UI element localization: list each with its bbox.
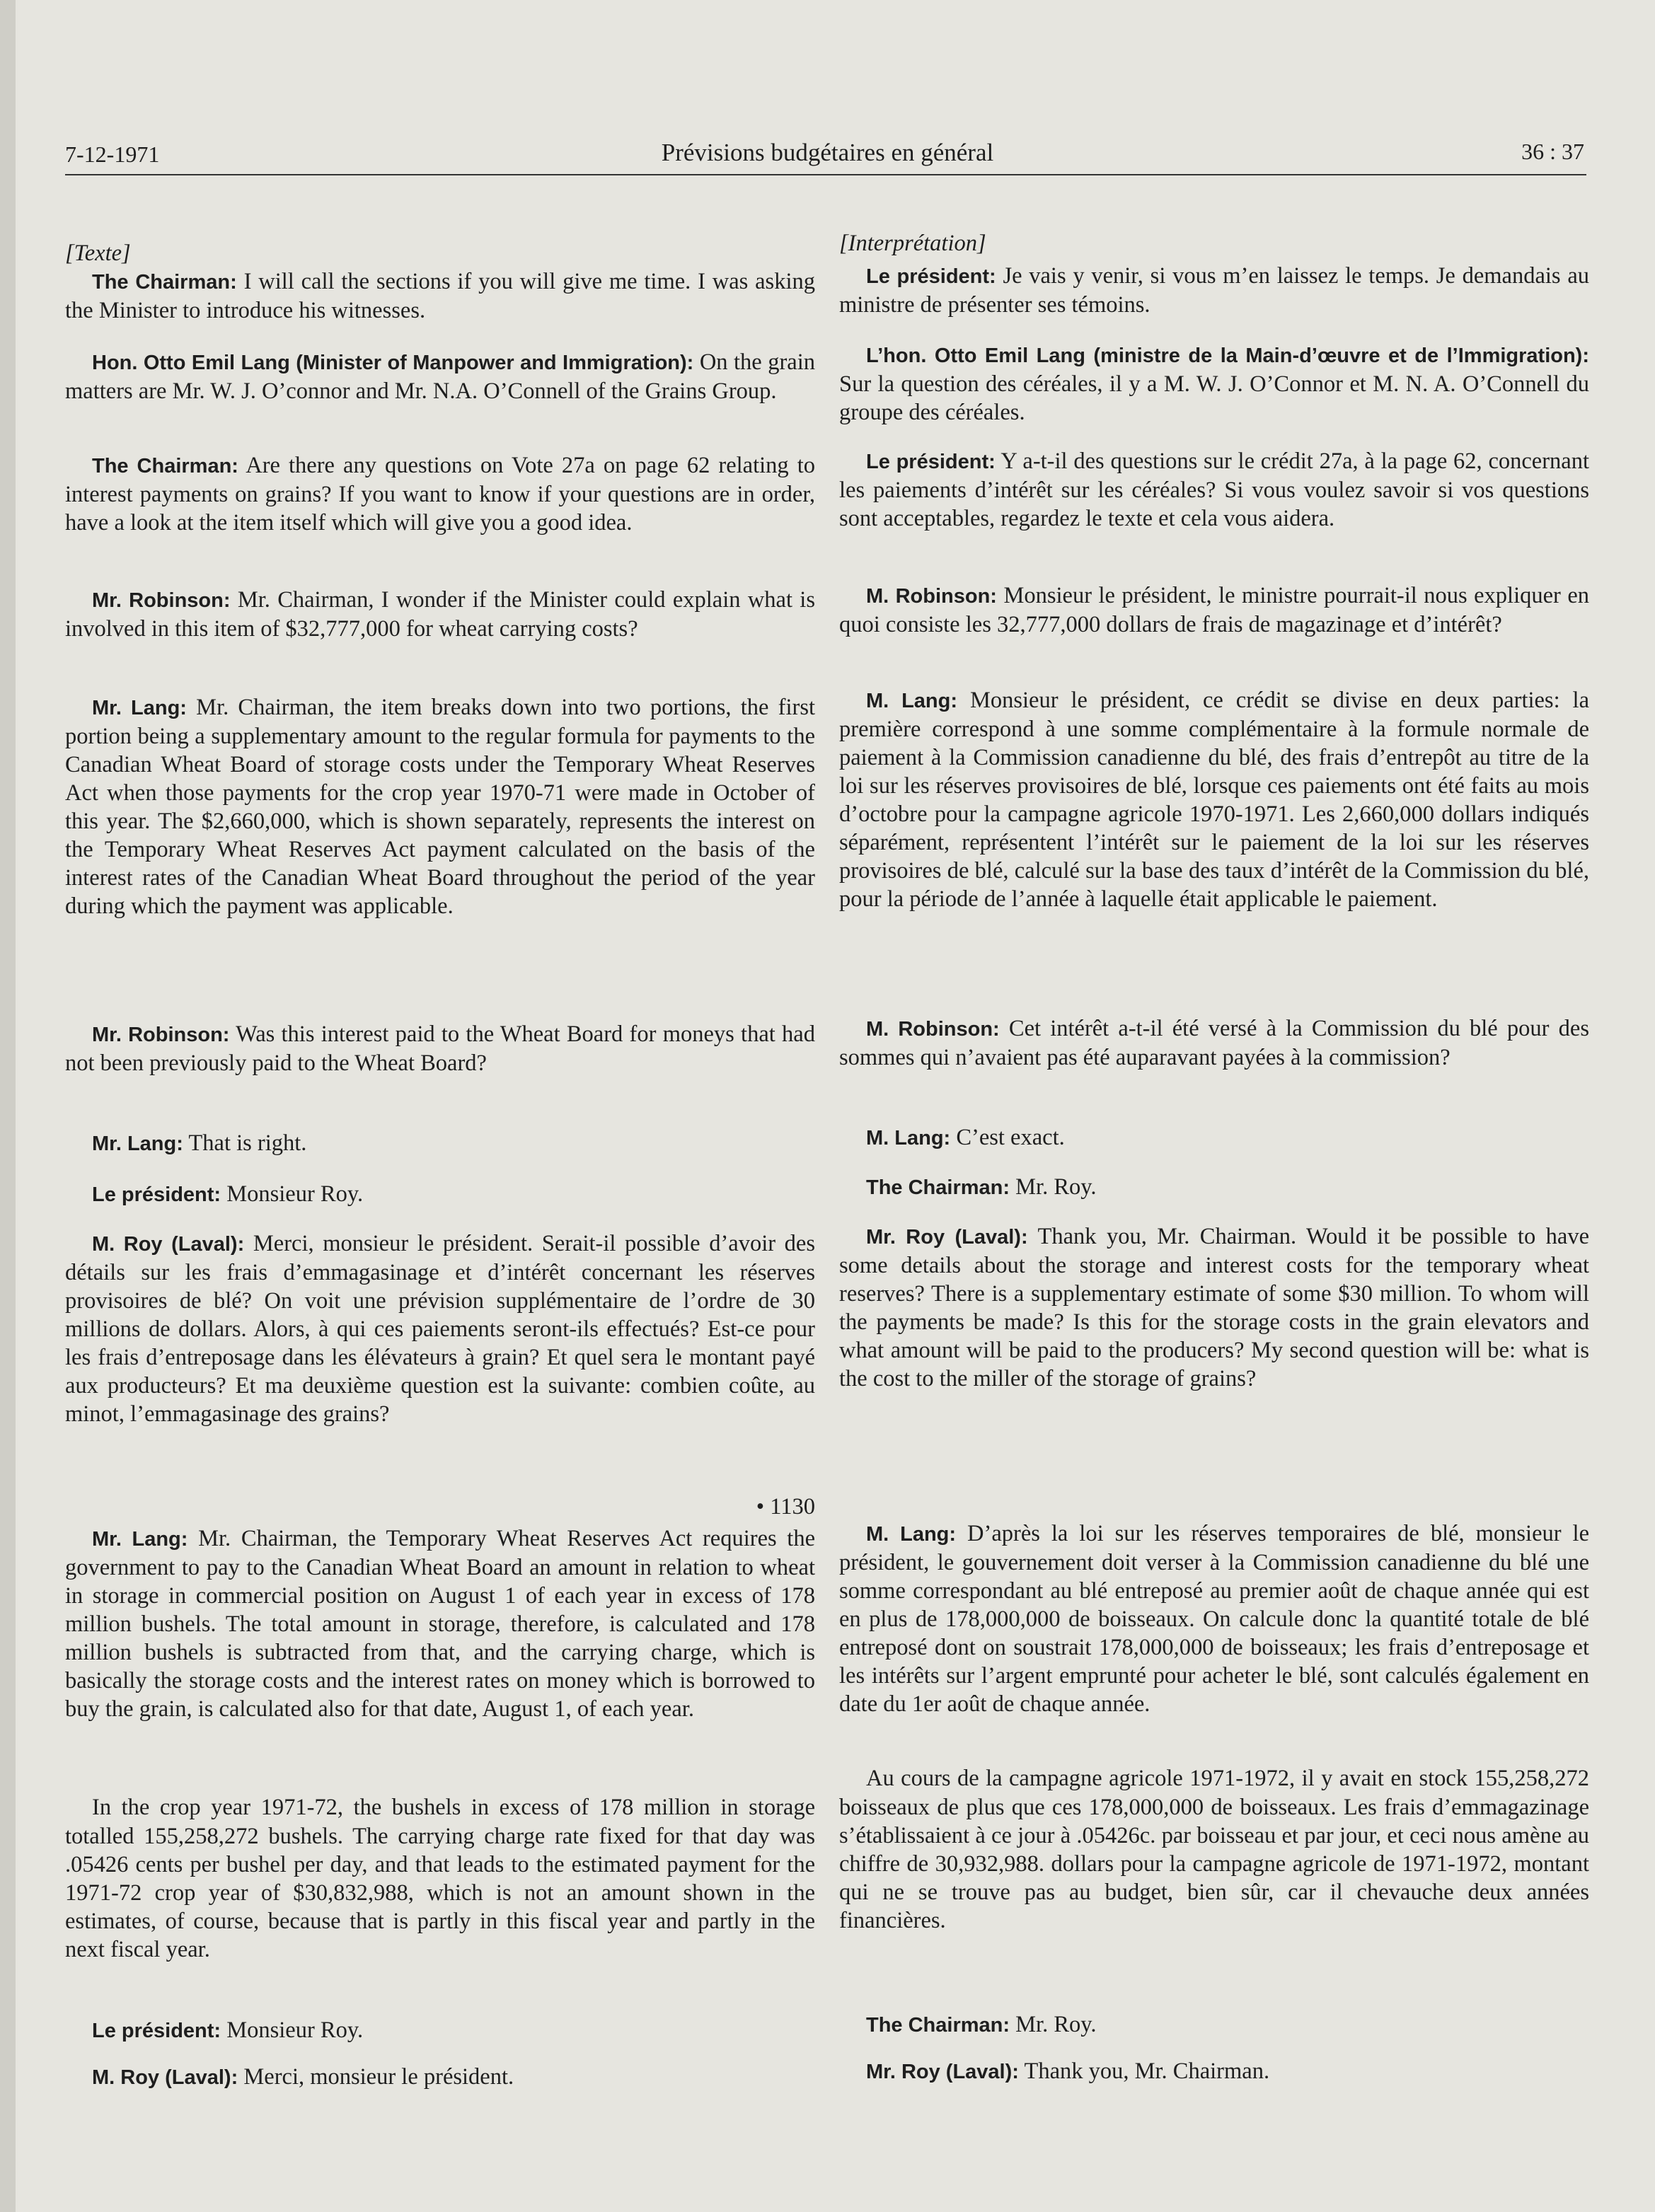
transcript-paragraph — [65, 1129, 815, 1158]
paragraph-text: Are there any questions on Vote 27a on page 62 relating to interest payments on grains? If you want to know if your questions are in order, have a look at the item itself which will give you a good idea. — [65, 453, 816, 535]
scan-edge — [0, 0, 16, 2212]
transcript-paragraph — [65, 1020, 815, 1077]
speaker-name: Mr. Lang: — [92, 697, 187, 719]
header-date: 7-12-1971 — [65, 141, 160, 167]
speaker-name: Mr. Lang: — [92, 1133, 183, 1155]
transcript-paragraph — [65, 1524, 815, 1723]
paragraph-text: Monsieur le président, ce crédit se divise en deux parties: la première correspond à une somme complémentaire à la formule normale de paiement à la Commission canadienne du blé, des frais d’entrepôt au titre de la loi sur les réserves provisoires de blé, lorsque ces paiements ont été faits au mois d’octobre pour la campagne agricole 1970-1971. Les 2,660,000 dollars indiqués séparément, représentent l’intérêt sur le paiement de la loi sur les réserves provisoires de blé, calculé sur la base des taux d’intérêt de la Commission du blé, pour la période de l’année à laquelle était applicable le paiement. — [839, 688, 1589, 912]
header-title: Prévisions budgétaires en général — [661, 139, 994, 166]
speaker-name: The Chairman: — [866, 1176, 1010, 1199]
speaker-name: Mr. Roy (Laval): — [866, 2061, 1019, 2083]
transcript-paragraph — [839, 2010, 1589, 2039]
language-marker: [Interprétation] — [839, 231, 986, 256]
speaker-name: M. Robinson: — [866, 585, 997, 608]
speaker-name: Mr. Roy (Laval): — [866, 1226, 1028, 1249]
paragraph-text: Cet intérêt a-t-il été versé à la Commission du blé pour des sommes qui n’avaient pas été auparavant payées à la commission? — [839, 1016, 1589, 1070]
paragraph-text: Thank you, Mr. Chairman. — [1018, 2058, 1270, 2084]
transcript-paragraph — [839, 1519, 1589, 1718]
transcript-paragraph — [65, 2016, 815, 2045]
transcript-paragraph — [839, 262, 1589, 319]
paragraph-text: Je vais y venir, si vous m’en laissez le temps. Je demandais au ministre de présenter ses témoins. — [839, 263, 1589, 318]
transcript-paragraph — [839, 341, 1589, 427]
paragraph-text: Merci, monsieur le président. — [238, 2064, 514, 2090]
transcript-paragraph — [839, 1222, 1589, 1393]
speaker-name: M. Roy (Laval): — [92, 2066, 238, 2089]
paragraph-text: Thank you, Mr. Chairman. Would it be possible to have some details about the storage and interest costs for the temporary wheat reserves? There is a supplementary estimate of some $30 million. To whom will the payments be made? Is this for the storage costs in the grain elevators and what amount will be paid to the producers? My second question will be: what is the cost to the miller of the storage of grains? — [839, 1224, 1590, 1391]
speaker-name: The Chairman: — [866, 2014, 1010, 2037]
header-rule — [65, 174, 1586, 175]
speaker-name: M. Lang: — [866, 690, 958, 712]
speaker-name: Hon. Otto Emil Lang (Minister of Manpower and Immigration): — [92, 352, 694, 374]
paragraph-text: Mr. Chairman, the item breaks down into two portions, the first portion being a supplementary amount to the regular formula for payments to the Canadian Wheat Board of storage costs under the Temporary Wheat Reserves Act when those payments for the crop year 1970-71 were made in October of this year. The $2,660,000, which is shown separately, represents the interest on the Temporary Wheat Reserves Act payment calculated on the basis of the interest rates of the Canadian Wheat Board throughout the period of the year during which the payment was applicable. — [65, 695, 815, 919]
speaker-name: M. Lang: — [866, 1127, 951, 1150]
speaker-name: Mr. Robinson: — [92, 1024, 230, 1046]
transcript-paragraph — [839, 447, 1589, 533]
transcript-paragraph — [839, 1123, 1589, 1152]
paragraph-text: D’après la loi sur les réserves temporaires de blé, monsieur le président, le gouvernement doit verser à la Commission canadienne du blé une somme correspondant au blé entreposé au premier août de chaque année qui est en plus de 178,000,000 de boisseaux. On calcule donc la quantité totale de blé entreposé dont on soustrait 178,000,000 de boisseaux; les frais d’entreposage et les intérêts sur l’argent emprunté pour acheter le blé, sont calculés également en date du 1er août de chaque année. — [839, 1521, 1589, 1717]
transcript-paragraph — [65, 1180, 815, 1209]
speaker-name: Le président: — [92, 2020, 221, 2042]
paragraph-text: That is right. — [183, 1130, 307, 1156]
paragraph-text: Sur la question des céréales, il y a M. W. J. O’Connor et M. N. A. O’Connell du groupe des céréales. — [839, 371, 1589, 425]
transcript-paragraph — [65, 1793, 815, 1964]
language-marker: [Texte] — [65, 241, 131, 266]
paragraph-text: Mr. Roy. — [1010, 2012, 1097, 2037]
speaker-name: The Chairman: — [92, 271, 237, 294]
transcript-paragraph — [65, 1229, 815, 1428]
speaker-name: L’hon. Otto Emil Lang (ministre de la Main-d’œuvre et de l’Immigration): — [866, 344, 1589, 367]
paragraph-text: Monsieur Roy. — [221, 1181, 364, 1207]
paragraph-text: Merci, monsieur le président. Serait-il possible d’avoir des détails sur les frais d’emmagasinage et d’intérêt concernant les réserves provisoires de blé? On voit une prévision supplémentaire de l’ordre de 30 millions de dollars. Alors, à qui ces paiements seront-ils effectués? Est-ce pour les frais d’entreposage dans les élévateurs à grain? Et quel sera le montant payé aux producteurs? Et ma deuxième question est la suivante: combien coûte, au minot, l’emmagasinage des grains? — [65, 1231, 816, 1427]
transcript-paragraph — [839, 686, 1589, 913]
paragraph-text: Monsieur Roy. — [221, 2017, 364, 2043]
speaker-name: M. Robinson: — [866, 1018, 1000, 1041]
paragraph-text: C’est exact. — [950, 1125, 1065, 1150]
paragraph-text: Y a-t-il des questions sur le crédit 27a, à la page 62, concernant les paiements d’intérêt sur les céréales? Si vous voulez savoir si vos questions sont acceptables, regardez le texte et cela vous aidera. — [839, 448, 1590, 531]
paragraph-text: In the crop year 1971-72, the bushels in excess of 178 million in storage totalled 155,258,272 bushels. The carrying charge rate fixed for that day was .05426 cents per bushel per day, and that leads to the estimated payment for the 1971-72 crop year of $30,832,988, which is not an amount shown in the estimates, of course, because that is partly in this fiscal year and partly in the next fiscal year. — [65, 1795, 815, 1962]
speaker-name: The Chairman: — [92, 455, 238, 477]
transcript-paragraph — [839, 1764, 1589, 1935]
paragraph-text: Monsieur le président, le ministre pourrait-il nous expliquer en quoi consiste les 32,777,000 dollars de frais de magazinage et d’intérêt? — [839, 583, 1589, 637]
transcript-paragraph — [65, 586, 815, 643]
paragraph-text: Au cours de la campagne agricole 1971-1972, il y avait en stock 155,258,272 boisseaux de plus que ces 178,000,000 de boisseaux. Les frais d’emmagazinage s’établissaient à ce jour à .05426c. par boisseau et par jour, et ceci nous amène au chiffre de 30,932,988. dollars pour la campagne agricole de 1971-1972, montant qui ne se trouve pas au budget, bien sûr, car il chevauche deux années financières. — [839, 1766, 1589, 1933]
transcript-paragraph — [839, 1014, 1589, 1072]
paragraph-text: I will call the sections if you will give me time. I was asking the Minister to introduce his witnesses. — [65, 269, 815, 323]
speaker-name: Le président: — [866, 265, 996, 288]
speaker-name: Mr. Robinson: — [92, 589, 231, 612]
transcript-paragraph — [65, 2063, 815, 2092]
transcript-paragraph — [65, 267, 815, 325]
speaker-name: M. Lang: — [866, 1523, 957, 1546]
transcript-paragraph — [839, 1173, 1589, 1202]
speaker-name: M. Roy (Laval): — [92, 1233, 245, 1256]
paragraph-text: Mr. Chairman, I wonder if the Minister could explain what is involved in this item of $32,777,000 for wheat carrying costs? — [65, 587, 815, 642]
speaker-name: Mr. Lang: — [92, 1528, 188, 1551]
transcript-paragraph — [65, 451, 815, 537]
paragraph-text: Mr. Roy. — [1010, 1174, 1097, 1200]
speaker-name: Le président: — [92, 1183, 221, 1206]
timestamp-marker: • 1130 — [756, 1494, 815, 1519]
paragraph-text: On the grain matters are Mr. W. J. O’connor and Mr. N.A. O’Connell of the Grains Group. — [65, 349, 815, 404]
transcript-paragraph — [839, 581, 1589, 639]
transcript-paragraph — [65, 348, 815, 405]
speaker-name: Le président: — [866, 451, 996, 473]
transcript-paragraph — [839, 2057, 1589, 2086]
paragraph-text: Mr. Chairman, the Temporary Wheat Reserves Act requires the government to pay to the Canadian Wheat Board an amount in relation to wheat in storage in commercial position on August 1 of each year in excess of 178 million bushels. The total amount in storage, therefore, is calculated and 178 million bushels is subtracted from that, and the carrying charge, which is basically the storage costs and the interest rates on money which is borrowed to buy the grain, is calculated also for that date, August 1, of each year. — [65, 1526, 816, 1722]
header-page-number: 36 : 37 — [1521, 139, 1584, 164]
paragraph-text: Was this interest paid to the Wheat Board for moneys that had not been previously paid to the Wheat Board? — [65, 1021, 815, 1076]
transcript-paragraph — [65, 693, 815, 920]
